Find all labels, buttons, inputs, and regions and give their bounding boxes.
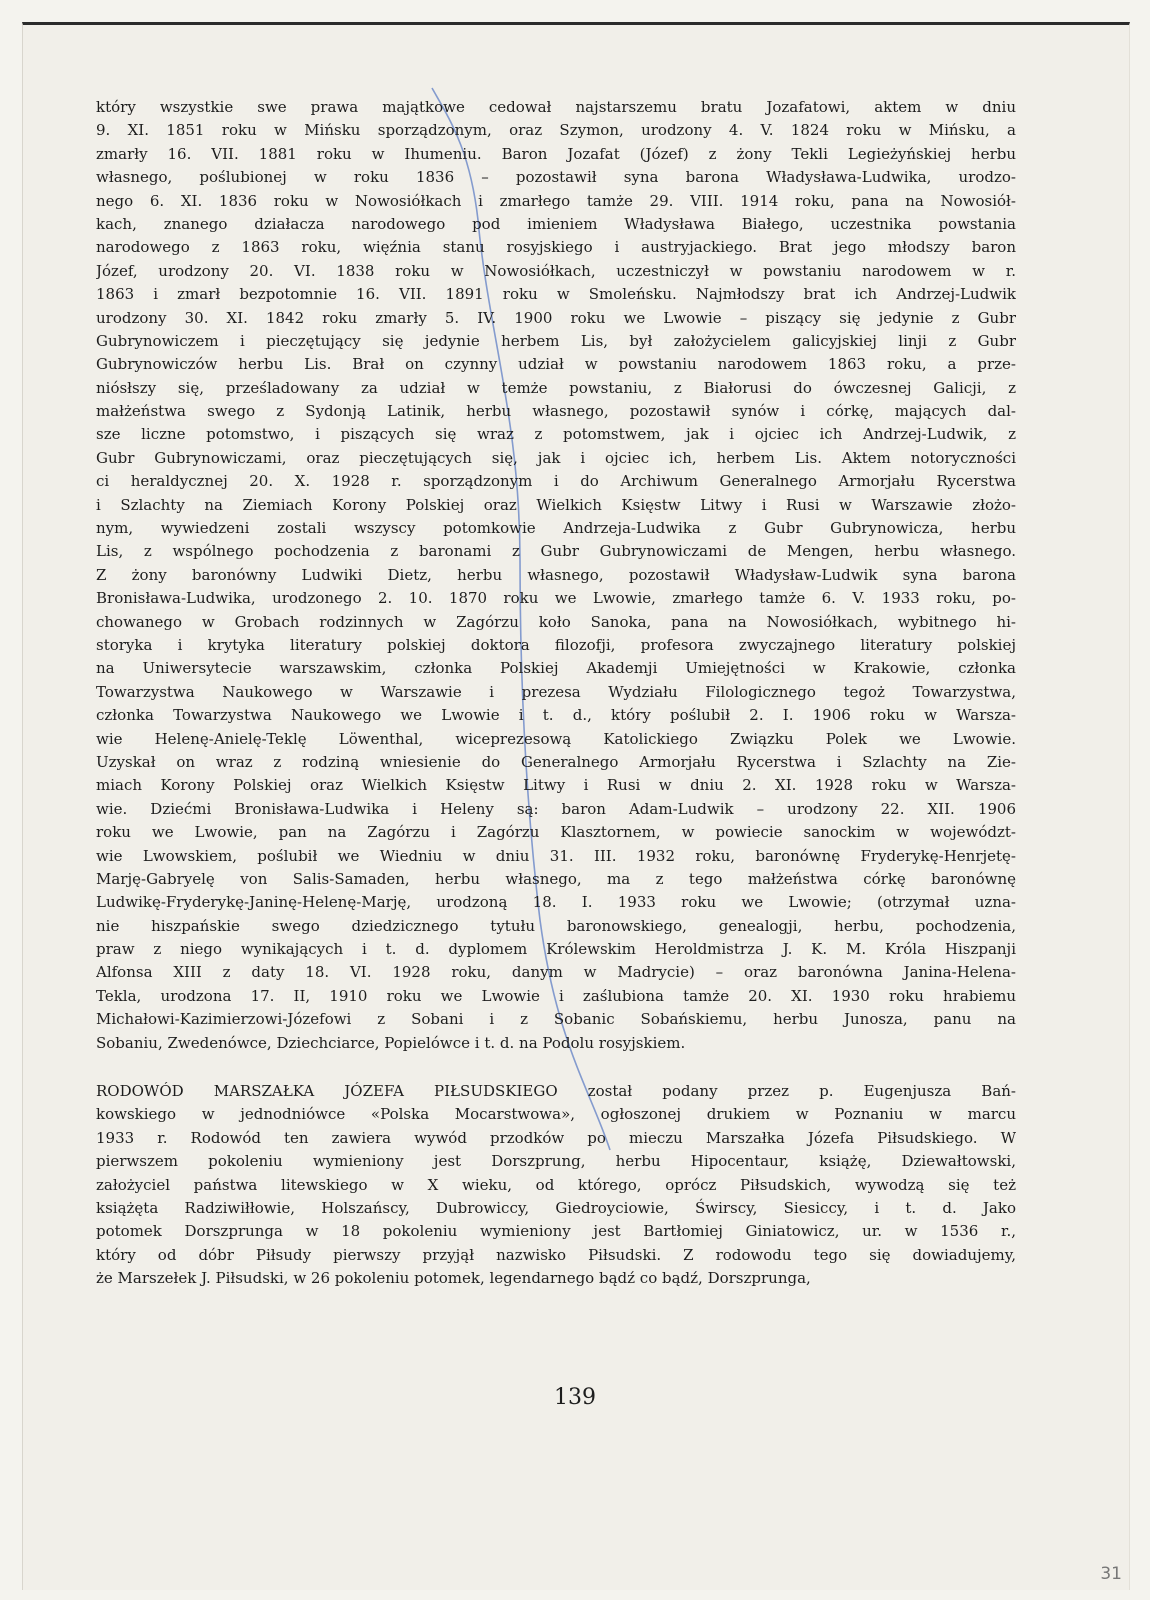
text-line: RODOWÓD MARSZAŁKA JÓZEFA PIŁSUDSKIEGO został podany przez p. Eugenjusza Bań- xyxy=(96,1082,1016,1101)
paragraph-genealogy xyxy=(96,96,1016,1055)
text-line: Z żony baronówny Ludwiki Dietz, herbu własnego, pozostawił Władysław-Ludwik syna barona xyxy=(96,565,1016,584)
text-line: Gubrynowiczów herbu Lis. Brał on czynny udział w powstaniu narodowem 1863 roku, a prze- xyxy=(96,355,1016,374)
text-line: praw z niego wynikających i t. d. dyplomem Królewskim Heroldmistrza J. K. M. Króla Hiszpanji xyxy=(96,940,1016,959)
text-line: 9. XI. 1851 roku w Mińsku sporządzonym, oraz Szymon, urodzony 4. V. 1824 roku w Mińsku, a xyxy=(96,121,1016,140)
text-line: Marję-Gabryelę von Salis-Samaden, herbu własnego, ma z tego małżeństwa córkę baronównę xyxy=(96,869,1016,888)
text-line: książęta Radziwiłłowie, Holszańscy, Dubrowiccy, Giedroyciowie, Świrscy, Siesiccy, i t. d. Jako xyxy=(96,1198,1016,1217)
paragraph-pilsudski-lineage xyxy=(96,1080,1016,1291)
text-line: małżeństwa swego z Sydonją Latinik, herbu własnego, pozostawił synów i córkę, mających dal- xyxy=(96,402,1016,421)
text-line: 1863 i zmarł bezpotomnie 16. VII. 1891 roku w Smoleńsku. Najmłodszy brat ich Andrzej-Ludwik xyxy=(96,285,1016,304)
text-line: pierwszem pokoleniu wymieniony jest Dorszprung, herbu Hipocentaur, książę, Dziewałtowski, xyxy=(96,1152,1016,1171)
text-line: członka Towarzystwa Naukowego we Lwowie i t. d., który poślubił 2. I. 1906 roku w Warsza- xyxy=(96,706,1016,725)
text-line: storyka i krytyka literatury polskiej doktora filozofji, profesora zwyczajnego literatury polskiej xyxy=(96,635,1016,654)
text-line: na Uniwersytecie warszawskim, członka Polskiej Akademji Umiejętności w Krakowie, członka xyxy=(96,659,1016,678)
text-line: Bronisława-Ludwika, urodzonego 2. 10. 1870 roku we Lwowie, zmarłego tamże 6. V. 1933 roku, po- xyxy=(96,589,1016,608)
text-line: narodowego z 1863 roku, więźnia stanu rosyjskiego i austryjackiego. Brat jego młodszy baron xyxy=(96,238,1016,257)
text-line: Alfonsa XIII z daty 18. VI. 1928 roku, danym w Madrycie) – oraz baronówna Janina-Helena- xyxy=(96,963,1016,982)
text-line: Lis, z wspólnego pochodzenia z baronami z Gubr Gubrynowiczami de Mengen, herbu własnego. xyxy=(96,542,1016,561)
text-line: Sobaniu, Zwedenówce, Dziechciarce, Popielówce i t. d. na Podolu rosyjskiem. xyxy=(96,1033,686,1052)
text-line: Michałowi-Kazimierzowi-Józefowi z Sobani i z Sobanic Sobańskiemu, herbu Junosza, panu na xyxy=(96,1010,1016,1029)
text-line: niósłszy się, prześladowany za udział w temże powstaniu, z Białorusi do ówczesnej Galicji, z xyxy=(96,378,1016,397)
text-line: nym, wywiedzeni zostali wszyscy potomkowie Andrzeja-Ludwika z Gubr Gubrynowicza, herbu xyxy=(96,519,1016,538)
body-text xyxy=(96,96,1016,1291)
text-line: 1933 r. Rodowód ten zawiera wywód przodków po mieczu Marszałka Józefa Piłsudskiego. W xyxy=(96,1128,1016,1147)
text-line: Uzyskał on wraz z rodziną wniesienie do Generalnego Armorjału Rycerstwa i Szlachty na Zie- xyxy=(96,752,1016,771)
text-line: zmarły 16. VII. 1881 roku w Ihumeniu. Baron Jozafat (Józef) z żony Tekli Legieżyńskiej herbu xyxy=(96,144,1016,163)
archive-mark: 31 xyxy=(1100,1564,1122,1584)
text-line: Gubrynowiczem i pieczętujący się jedynie herbem Lis, był założycielem galicyjskiej linji z Gubr xyxy=(96,331,1016,350)
text-line: Tekla, urodzona 17. II, 1910 roku we Lwowie i zaślubiona tamże 20. XI. 1930 roku hrabiemu xyxy=(96,986,1016,1005)
text-line: Józef, urodzony 20. VI. 1838 roku w Nowosiółkach, uczestniczył w powstaniu narodowem w r. xyxy=(96,261,1016,280)
text-line: Ludwikę-Fryderykę-Janinę-Helenę-Marję, urodzoną 18. I. 1933 roku we Lwowie; (otrzymał uzna- xyxy=(96,893,1016,912)
text-line: kowskiego w jednodniówce «Polska Mocarstwowa», ogłoszonej drukiem w Poznaniu w marcu xyxy=(96,1105,1016,1124)
text-line: założyciel państwa litewskiego w X wieku, od którego, oprócz Piłsudskich, wywodzą się też xyxy=(96,1175,1016,1194)
text-line: ci heraldycznej 20. X. 1928 r. sporządzonym i do Archiwum Generalnego Armorjału Rycerstwa xyxy=(96,472,1016,491)
text-line: kach, znanego działacza narodowego pod imieniem Władysława Białego, uczestnika powstania xyxy=(96,214,1016,233)
text-line: wie Helenę-Anielę-Teklę Löwenthal, wiceprezesową Katolickiego Związku Polek we Lwowie. xyxy=(96,729,1016,748)
text-line: potomek Dorszprunga w 18 pokoleniu wymieniony jest Bartłomiej Giniatowicz, ur. w 1536 r., xyxy=(96,1222,1016,1241)
text-line: wie. Dziećmi Bronisława-Ludwika i Heleny są: baron Adam-Ludwik – urodzony 22. XII. 1906 xyxy=(96,799,1016,818)
page-number: 139 xyxy=(554,1385,596,1410)
text-line: miach Korony Polskiej oraz Wielkich Księstw Litwy i Rusi w dniu 2. XI. 1928 roku w Warsza- xyxy=(96,776,1016,795)
text-line: nego 6. XI. 1836 roku w Nowosiółkach i zmarłego tamże 29. VIII. 1914 roku, pana na Nowosiół- xyxy=(96,191,1016,210)
text-line: urodzony 30. XI. 1842 roku zmarły 5. IV. 1900 roku we Lwowie – piszący się jedynie z Gubr xyxy=(96,308,1016,327)
text-line: sze liczne potomstwo, i piszących się wraz z potomstwem, jak i ojciec ich Andrzej-Ludwik, z xyxy=(96,425,1016,444)
text-line: który od dóbr Piłsudy pierwszy przyjął nazwisko Piłsudski. Z rodowodu tego się dowiadujemy, xyxy=(96,1245,1016,1264)
text-line: Gubr Gubrynowiczami, oraz pieczętujących się, jak i ojciec ich, herbem Lis. Aktem notoryczności xyxy=(96,448,1016,467)
text-line: chowanego w Grobach rodzinnych w Zagórzu koło Sanoka, pana na Nowosiółkach, wybitnego hi- xyxy=(96,612,1016,631)
text-line: i Szlachty na Ziemiach Korony Polskiej oraz Wielkich Księstw Litwy i Rusi w Warszawie złożo- xyxy=(96,495,1016,514)
text-line: własnego, poślubionej w roku 1836 – pozostawił syna barona Władysława-Ludwika, urodzo- xyxy=(96,168,1016,187)
text-line: że Marszełek J. Piłsudski, w 26 pokoleniu potomek, legendarnego bądź co bądź, Dorszprunga, xyxy=(96,1269,811,1288)
text-line: nie hiszpańskie swego dziedzicznego tytułu baronowskiego, genealogji, herbu, pochodzenia, xyxy=(96,916,1016,935)
text-line: roku we Lwowie, pan na Zagórzu i Zagórzu Klasztornem, w powiecie sanockim w województ- xyxy=(96,823,1016,842)
text-line: który wszystkie swe prawa majątkowe cedował najstarszemu bratu Jozafatowi, aktem w dniu xyxy=(96,98,1016,116)
text-line: Towarzystwa Naukowego w Warszawie i prezesa Wydziału Filologicznego tegoż Towarzystwa, xyxy=(96,682,1016,701)
text-line: wie Lwowskiem, poślubił we Wiedniu w dniu 31. III. 1932 roku, baronównę Fryderykę-Henrjetę- xyxy=(96,846,1016,865)
